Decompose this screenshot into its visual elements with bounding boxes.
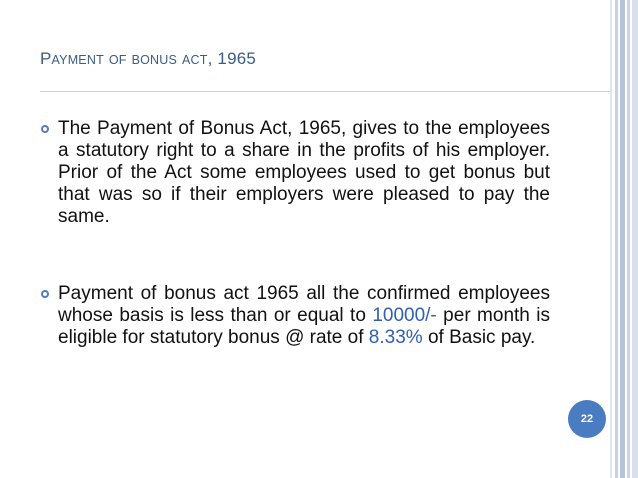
slide-title	[40, 49, 256, 69]
page-number-badge: 22	[568, 400, 606, 438]
hollow-circle-bullet-icon	[40, 118, 58, 138]
bullet-1-text: The Payment of Bonus Act, 1965, gives to the employees a statutory right to a share in the profits of his employer. Prior of the Act some employees used to get bonus but that was so if their employers were pleased to pay the same.	[58, 118, 550, 227]
title-divider	[40, 91, 610, 92]
title-year: , 1965	[207, 49, 257, 68]
bonus-rate-highlight: 8.33%	[368, 327, 423, 348]
bullet-2-text-middle: per month is eligible for statutory bonus @ rate of	[58, 305, 550, 348]
decorative-side-stripes	[608, 0, 638, 478]
title-word-of: OF	[108, 53, 127, 67]
bullet-item-1	[40, 118, 550, 228]
bonus-amount-highlight: 10000/-	[372, 305, 437, 326]
title-word-payment-rest: AYMENT	[51, 53, 104, 67]
bullet-2-text-before: Payment of bonus act 1965 all the confirmed employees whose basis is less than or equal to	[58, 283, 550, 326]
bullet-2-text-after: of Basic pay.	[422, 327, 536, 348]
bullet-item-2	[40, 283, 550, 349]
hollow-circle-bullet-icon	[40, 283, 58, 303]
title-word-bonus: BONUS	[131, 53, 178, 67]
title-word-act: ACT	[181, 53, 208, 67]
bullet-2-text	[58, 283, 550, 349]
title-first-letter: P	[40, 49, 52, 68]
